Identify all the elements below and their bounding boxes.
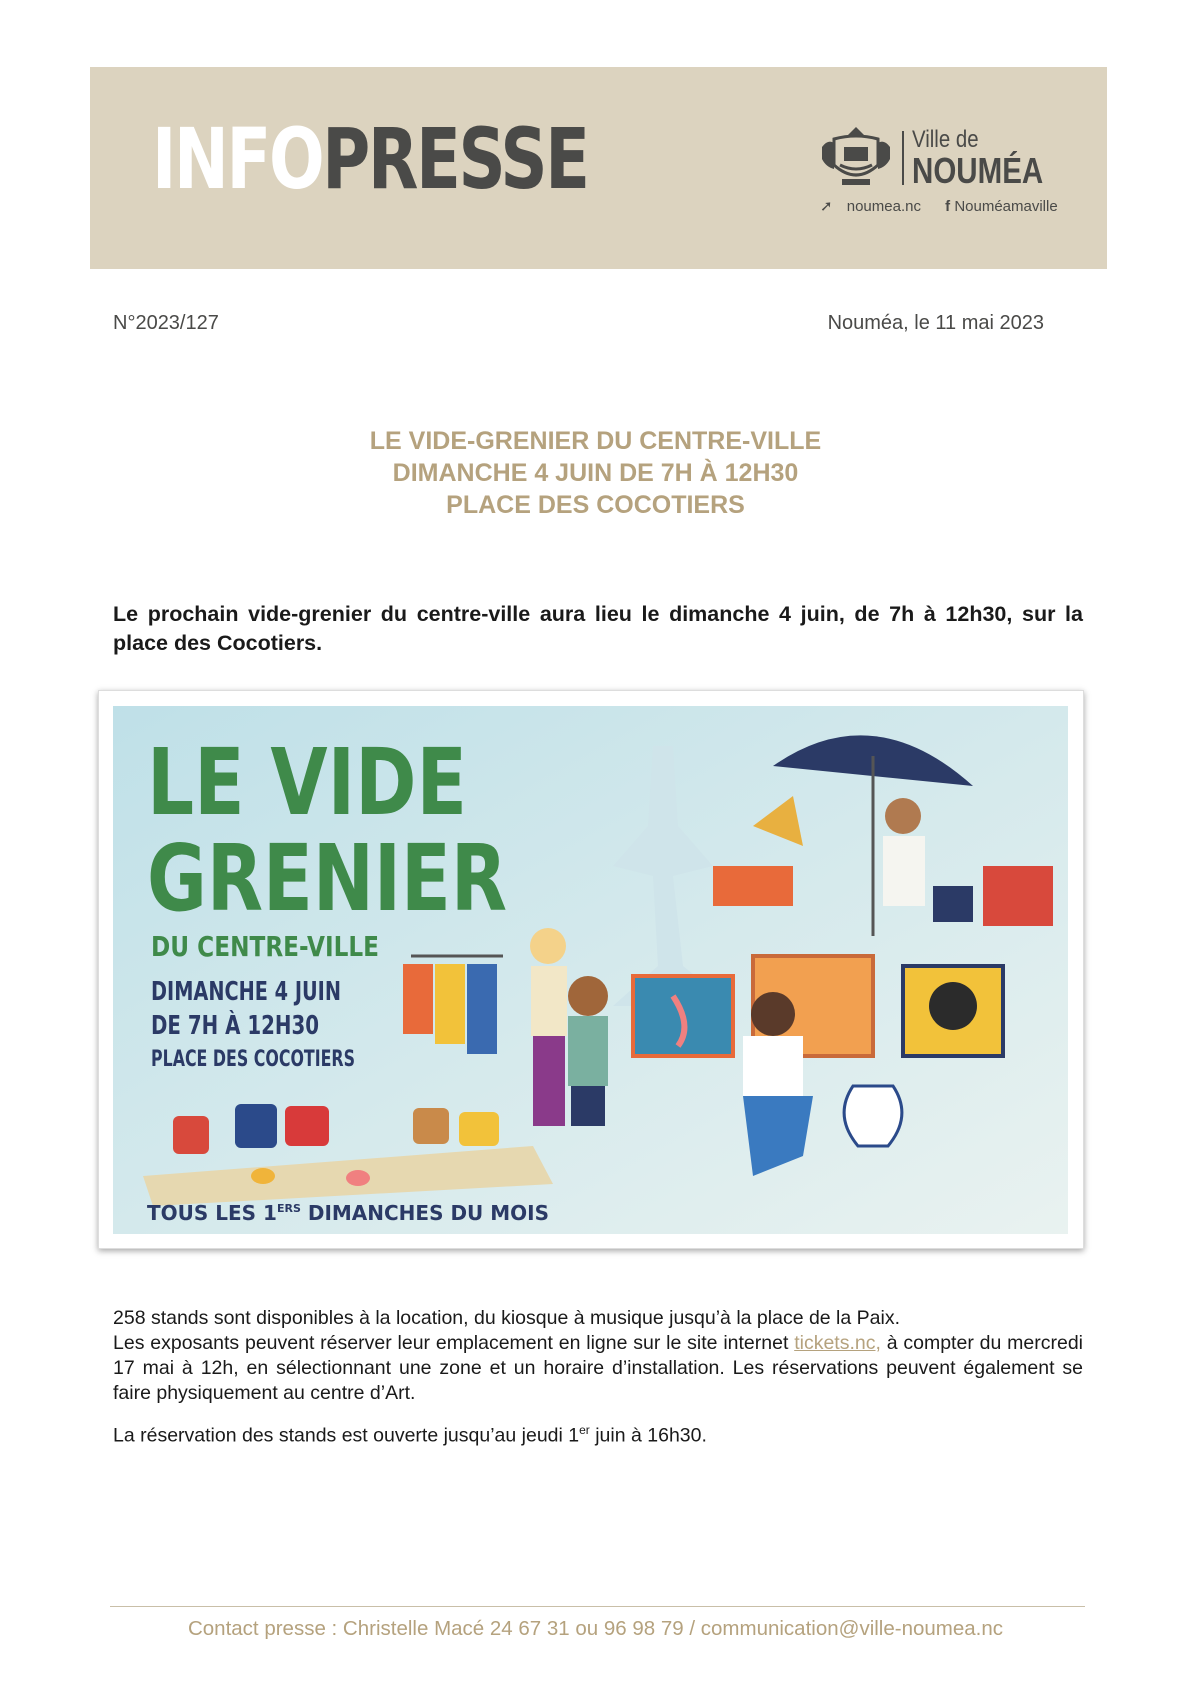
poster-hours: DE 7H À 12H30: [151, 1011, 372, 1041]
press-release-number: N°2023/127: [113, 312, 219, 334]
title-line-3: PLACE DES COCOTIERS: [446, 491, 745, 519]
title-line-1: LE VIDE-GRENIER DU CENTRE-VILLE: [369, 427, 822, 455]
brand-info: INFO: [152, 110, 323, 208]
person-legs: [571, 1086, 605, 1126]
poster-title-1: LE VIDE: [147, 729, 467, 836]
website-link[interactable]: ➚ noumea.nc: [820, 198, 921, 215]
page-title: [0, 425, 1191, 521]
shoe-icon: [346, 1170, 370, 1186]
shoe-icon: [251, 1168, 275, 1184]
paragraph-2: La réservation des stands est ouverte jusqu’au jeudi 1er juin à 16h30.: [113, 1423, 707, 1447]
tickets-link[interactable]: tickets.nc,: [794, 1332, 881, 1354]
person-body: [531, 966, 567, 1036]
city-crest-icon: [820, 125, 892, 189]
poster-footer: TOUS LES 1ERS DIMANCHES DU MOIS: [147, 1201, 549, 1225]
event-poster: [113, 706, 1068, 1234]
poster-title-2: GRENIER: [147, 825, 507, 932]
garment: [435, 964, 465, 1044]
person-body: [883, 836, 925, 906]
logo-divider: [902, 131, 904, 185]
person-head: [885, 798, 921, 834]
social-links: [820, 197, 1078, 215]
tv-set: [933, 886, 973, 922]
press-release-date: Nouméa, le 11 mai 2023: [827, 312, 1044, 334]
dresser: [983, 866, 1053, 926]
person-head: [530, 928, 566, 964]
poster-subtitle: DU CENTRE-VILLE: [151, 930, 379, 963]
bag-icon: [173, 1116, 209, 1154]
arrow-icon: ➚: [820, 198, 833, 215]
portrait-face: [929, 982, 977, 1030]
person-head: [568, 976, 608, 1016]
header-banner: [90, 67, 1107, 269]
lead-paragraph: Le prochain vide-grenier du centre-ville aura lieu le dimanche 4 juin, de 7h à 12h30, sur la place des Cocotiers.: [113, 602, 1083, 655]
person-legs: [533, 1036, 565, 1126]
info-presse-logo: [152, 110, 588, 208]
bag-icon: [413, 1108, 449, 1144]
facebook-link[interactable]: f Nouméamaville: [945, 198, 1058, 215]
paragraph-1: [113, 1306, 1083, 1406]
city-name: [912, 127, 1072, 189]
stands-info: 258 stands sont disponibles à la location, du kiosque à musique jusqu’à la place de la Paix.: [113, 1307, 901, 1329]
booking-info: Les exposants peuvent réserver leur emplacement en ligne sur le site internet tickets.nc, à compter du mercredi 17 mai à 12h, en sélectionnant une zone et un horaire d’installation. Les réservations peuvent également se faire physiquement au centre d’Art.: [113, 1332, 1083, 1404]
footer-divider: [110, 1606, 1085, 1607]
poster-place: PLACE DES COCOTIERS: [151, 1047, 355, 1072]
vase: [844, 1086, 902, 1146]
gramophone-case: [713, 866, 793, 906]
person-body: [568, 1016, 608, 1086]
facebook-icon: f: [945, 198, 951, 215]
bag-icon: [235, 1104, 277, 1148]
city-line1: Ville de: [912, 126, 979, 153]
contact-footer: Contact presse : Christelle Macé 24 67 31 ou 96 98 79 / communication@ville-noumea.nc: [187, 1617, 1004, 1640]
title-line-2: DIMANCHE 4 JUIN DE 7H À 12H30: [392, 459, 799, 487]
body-text: [113, 1306, 1083, 1461]
person-head: [751, 992, 795, 1036]
bag-icon: [459, 1112, 499, 1146]
ville-de-noumea-logo: [820, 125, 1070, 215]
garment: [403, 964, 433, 1034]
brand-presse: PRESSE: [322, 110, 588, 208]
city-line2: NOUMÉA: [912, 150, 1044, 191]
poster-date: DIMANCHE 4 JUIN: [151, 977, 341, 1007]
bag-icon: [285, 1106, 329, 1146]
garment: [467, 964, 497, 1054]
person-body: [743, 1036, 803, 1096]
